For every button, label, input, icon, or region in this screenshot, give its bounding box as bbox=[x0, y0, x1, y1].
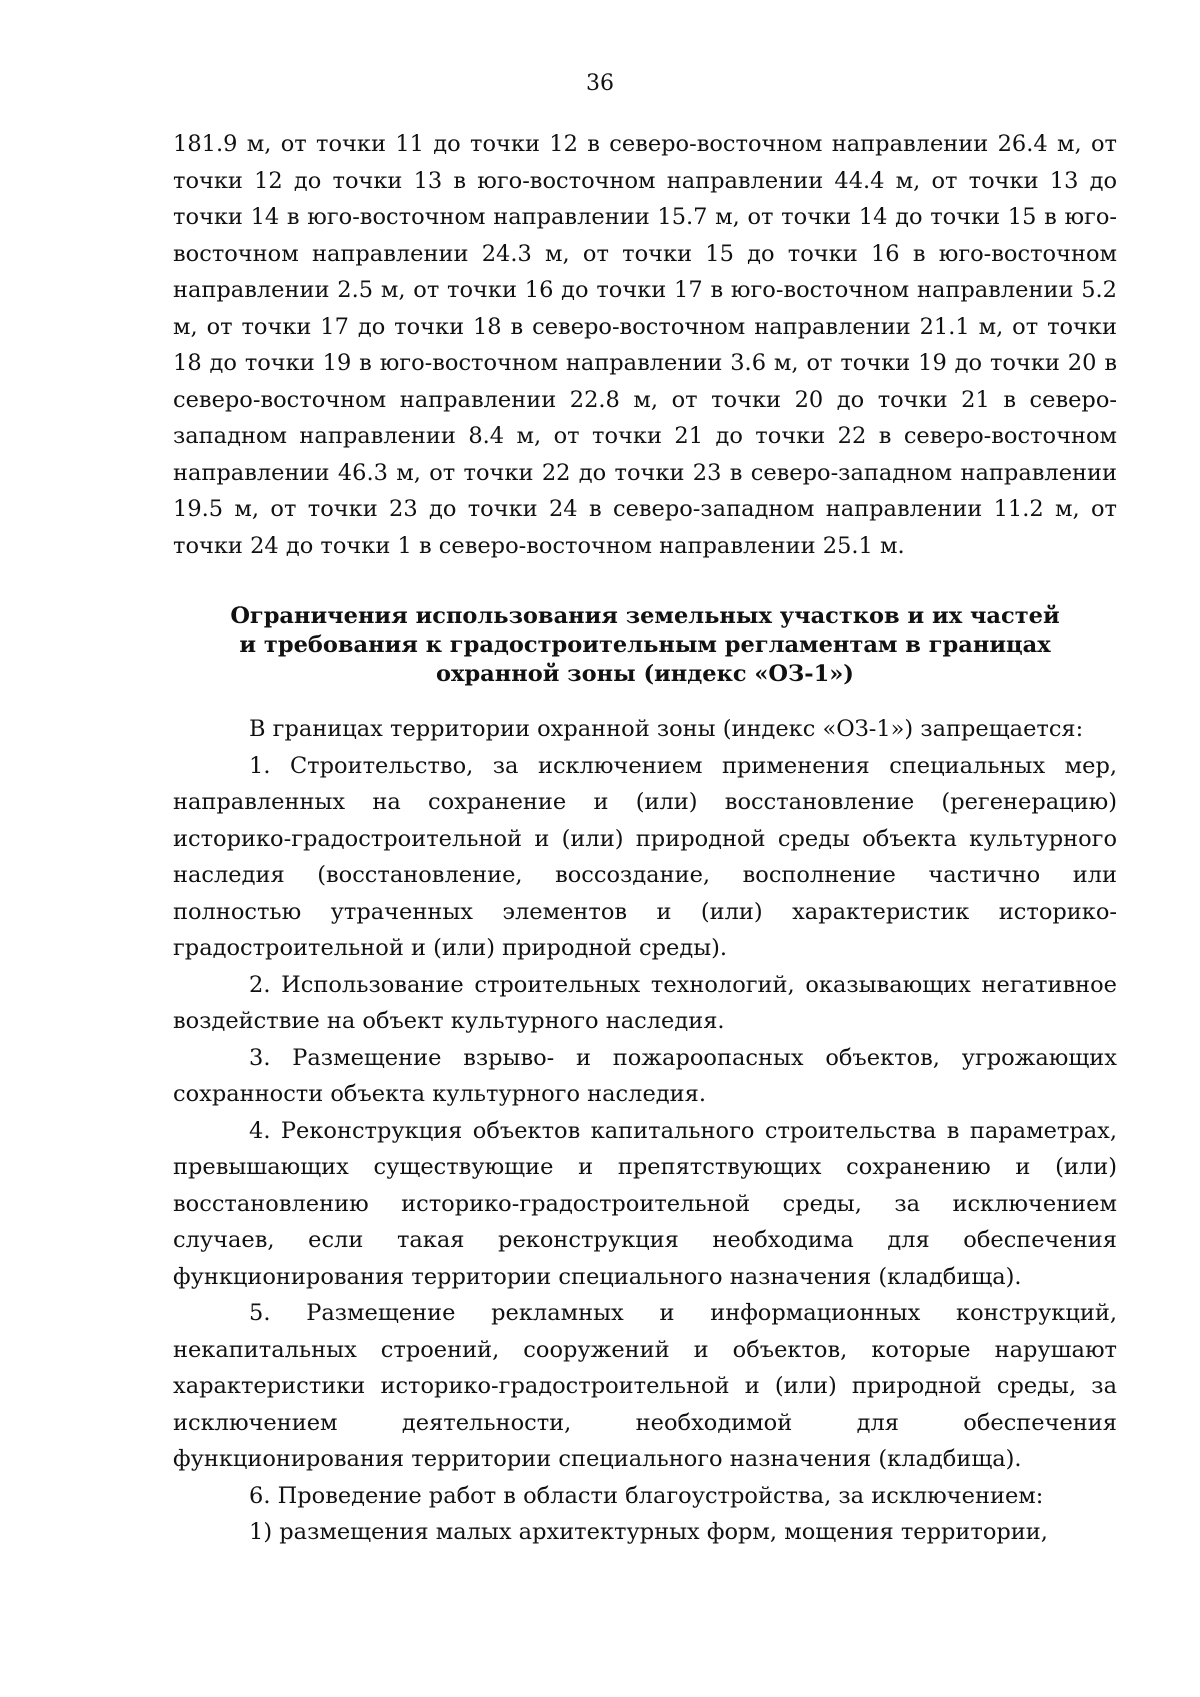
document-body bbox=[173, 126, 1117, 1551]
prohibition-item-4: 4. Реконструкция объектов капитального строительства в параметрах, превышающих существующие и препятствующих сохранению и (или) восстановлению историко-градостроительной среды, за исключением случаев, если такая реконструкция необходима для обеспечения функционирования территории специального назначения (кладбища). bbox=[173, 1117, 1117, 1290]
sub-item-1: 1) размещения малых архитектурных форм, мощения территории, bbox=[249, 1519, 1048, 1545]
prohibition-item-3: 3. Размещение взрыво- и пожароопасных объектов, угрожающих сохранности объекта культурного наследия. bbox=[173, 1044, 1117, 1107]
prohibition-item-5: 5. Размещение рекламных и информационных конструкций, некапитальных строений, сооружений и объектов, которые нарушают характеристики историко-градостроительной и (или) природной среды, за исключением деятельности, необходимой для обеспечения функционирования территории специального назначения (кладбища). bbox=[173, 1300, 1117, 1472]
prohibition-item-2: 2. Использование строительных технологий, оказывающих негативное воздействие на объект культурного наследия. bbox=[173, 971, 1117, 1034]
section-heading bbox=[173, 602, 1117, 689]
heading-line-2: и требования к градостроительным регламентам в границах bbox=[239, 632, 1051, 658]
prohibition-item-6: 6. Проведение работ в области благоустройства, за исключением: bbox=[249, 1482, 1044, 1509]
heading-line-1: Ограничения использования земельных участков и их частей bbox=[230, 603, 1060, 629]
prohibition-item-1: 1. Строительство, за исключением применения специальных мер, направленных на сохранение и (или) восстановление (регенерацию) историко-градостроительной и (или) природной среды объекта культурного наследия (восстановление, воссоздание, восполнение частично или полностью утраченных элементов и (или) характеристик историко-градостроительной и (или) природной среды). bbox=[173, 752, 1117, 961]
page-number: 36 bbox=[586, 71, 614, 96]
continuation-paragraph: 181.9 м, от точки 11 до точки 12 в северо-восточном направлении 26.4 м, от точки 12 до точки 13 в юго-восточном направлении 44.4 м, от точки 13 до точки 14 в юго-восточном направлении 15.7 м, от точки 14 до точки 15 в юго-восточном направлении 24.3 м, от точки 15 до точки 16 в юго-восточном направлении 2.5 м, от точки 16 до точки 17 в юго-восточном направлении 5.2 м, от точки 17 до точки 18 в северо-восточном направлении 21.1 м, от точки 18 до точки 19 в юго-восточном направлении 3.6 м, от точки 19 до точки 20 в северо-восточном направлении 22.8 м, от точки 20 до точки 21 в северо-западном направлении 8.4 м, от точки 21 до точки 22 в северо-восточном направлении 46.3 м, от точки 22 до точки 23 в северо-западном направлении 19.5 м, от точки 23 до точки 24 в северо-западном направлении 11.2 м, от точки 24 до точки 1 в северо-восточном направлении 25.1 м. bbox=[173, 131, 1117, 559]
heading-line-3: охранной зоны (индекс «ОЗ-1») bbox=[436, 661, 854, 687]
section-intro: В границах территории охранной зоны (индекс «ОЗ-1») запрещается: bbox=[249, 716, 1084, 742]
